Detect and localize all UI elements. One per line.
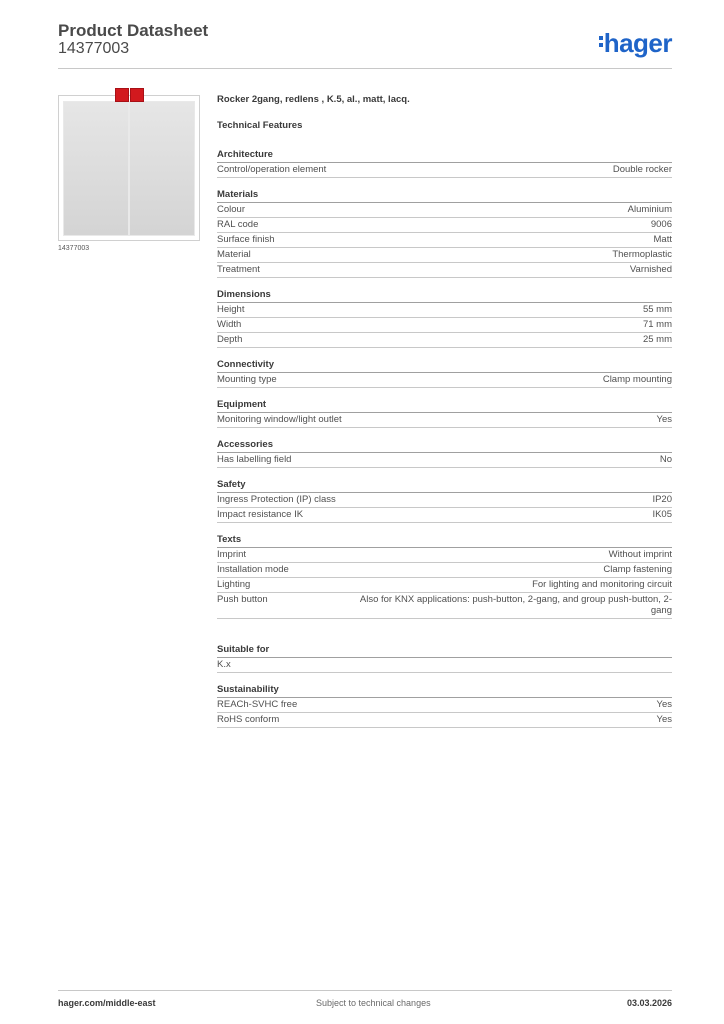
spec-value: No (659, 454, 672, 465)
product-number: 14377003 (58, 40, 130, 57)
spec-label: Depth (217, 334, 243, 345)
spec-value: Yes (656, 714, 672, 725)
spec-value: Double rocker (612, 164, 672, 175)
spec-label: Colour (217, 204, 245, 215)
spec-row (217, 248, 672, 263)
spec-value: Matt (653, 234, 672, 245)
section-title-connectivity: Connectivity (217, 358, 672, 373)
section-title-sustainability: Sustainability (217, 683, 672, 698)
footer-note: Subject to technical changes (316, 998, 431, 1008)
spec-label: RAL code (217, 219, 259, 230)
footer-divider (58, 990, 672, 991)
spec-value: IK05 (652, 509, 672, 520)
red-lens-left (115, 88, 129, 102)
spec-row (217, 163, 672, 178)
spec-label: Lighting (217, 579, 251, 590)
spec-value: 55 mm (642, 304, 672, 315)
page-title: Product Datasheet (58, 21, 209, 40)
spec-value: Yes (656, 699, 672, 710)
spec-value: 25 mm (642, 334, 672, 345)
spec-label: Surface finish (217, 234, 275, 245)
section-title-materials: Materials (217, 188, 672, 203)
product-image (58, 95, 200, 241)
spec-label: Mounting type (217, 374, 277, 385)
spec-value: Clamp fastening (603, 564, 672, 575)
spec-label: Width (217, 319, 242, 330)
spec-value: Yes (656, 414, 672, 425)
spec-value: IP20 (652, 494, 672, 505)
spec-row (217, 493, 672, 508)
hager-logo (599, 28, 672, 59)
spec-row (217, 218, 672, 233)
spec-label: Imprint (217, 549, 247, 560)
spec-row (217, 698, 672, 713)
spec-row (217, 373, 672, 388)
header-divider (58, 68, 672, 69)
section-title-texts: Texts (217, 533, 672, 548)
spec-label: Height (217, 304, 245, 315)
spec-label: Push button (217, 594, 268, 605)
red-lens-right (130, 88, 144, 102)
technical-features-heading: Technical Features (217, 120, 303, 131)
product-name: Rocker 2gang, redlens , K.5, al., matt, lacq. (217, 94, 410, 105)
logo-dots-icon (599, 33, 603, 50)
spec-row (217, 303, 672, 318)
spec-label: Has labelling field (217, 454, 292, 465)
footer-website-link[interactable]: hager.com/middle-east (58, 998, 156, 1008)
spec-label: Material (217, 249, 251, 260)
spec-value: Also for KNX applications: push-button, 2-gang, and group push-button, 2-gang (359, 594, 672, 616)
spec-value: Thermoplastic (612, 249, 672, 260)
spec-row (217, 233, 672, 248)
rocker-left (63, 101, 129, 236)
spec-row (217, 413, 672, 428)
spec-label: Ingress Protection (IP) class (217, 494, 336, 505)
spec-row (217, 658, 672, 673)
spec-value: Clamp mounting (602, 374, 672, 385)
spec-value: Varnished (629, 264, 672, 275)
spec-row (217, 333, 672, 348)
spec-label: Monitoring window/light outlet (217, 414, 342, 425)
spec-label: RoHS conform (217, 714, 280, 725)
spec-label: REACh-SVHC free (217, 699, 298, 710)
product-image-caption: 14377003 (58, 245, 90, 252)
section-title-architecture: Architecture (217, 148, 672, 163)
section-title-accessories: Accessories (217, 438, 672, 453)
spec-row (217, 453, 672, 468)
section-title-suitable-for: Suitable for (217, 643, 672, 658)
spec-row (217, 263, 672, 278)
spec-row (217, 548, 672, 563)
spec-value: 71 mm (642, 319, 672, 330)
spec-label: K.x (217, 659, 231, 670)
spec-value: 9006 (650, 219, 672, 230)
spec-value: Without imprint (608, 549, 672, 560)
section-title-dimensions: Dimensions (217, 288, 672, 303)
spec-label: Control/operation element (217, 164, 327, 175)
spec-row (217, 593, 672, 619)
spec-row (217, 578, 672, 593)
spec-label: Impact resistance IK (217, 509, 304, 520)
section-title-safety: Safety (217, 478, 672, 493)
spec-row (217, 563, 672, 578)
spec-row (217, 203, 672, 218)
section-title-equipment: Equipment (217, 398, 672, 413)
logo-text: hager (603, 28, 672, 58)
footer-date: 03.03.2026 (626, 998, 672, 1008)
spec-row (217, 508, 672, 523)
spec-label: Installation mode (217, 564, 289, 575)
spec-row (217, 713, 672, 728)
spec-row (217, 318, 672, 333)
spec-value: For lighting and monitoring circuit (532, 579, 672, 590)
datasheet-content (217, 94, 672, 728)
spec-value: Aluminium (627, 204, 672, 215)
rocker-right (129, 101, 195, 236)
spec-label: Treatment (217, 264, 260, 275)
